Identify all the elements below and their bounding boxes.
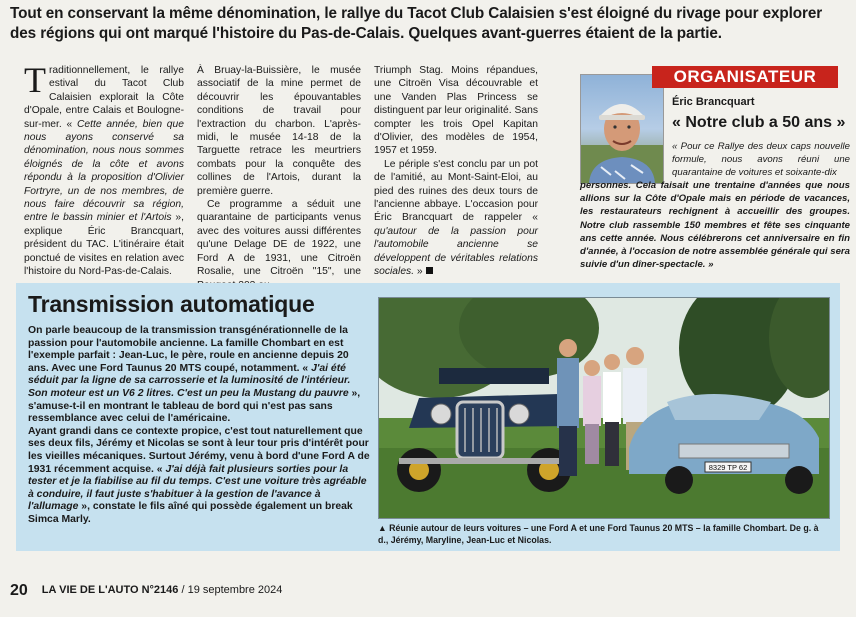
family-cars-photo xyxy=(378,297,830,519)
organiser-name: Éric Brancquart xyxy=(672,96,755,108)
transmission-title: Transmission automatique xyxy=(28,291,315,317)
article-column-2 xyxy=(197,64,361,292)
page-number: 20 xyxy=(10,582,28,599)
magazine-issue: LA VIE DE L'AUTO N°2146 xyxy=(41,584,179,596)
column-2-paragraph-1: À Bruay-la-Buissière, le musée associatif de la mine permet de découvrir les épouvantables conditions de travail pour l'extraction du charbon. L'après-midi, le musée 14-18 de la Targuette retrace les meurtriers combats pour la conquête des collines de l'Artois, durant la première guerre. xyxy=(197,65,361,197)
caption-triangle-icon: ▲ xyxy=(378,523,387,533)
article-column-1 xyxy=(24,60,185,279)
drop-cap: T xyxy=(24,60,46,100)
transmission-paragraph-2: Ayant grandi dans ce contexte propice, c'est tout naturellement que ses deux fils, Jérémy et Nicolas se sont à leur tour pris d'intérêt pour les vieilles mécaniques. Surtout Jérémy, venu à bord d'une Ford A de 1931 récemment acquise. « J'ai déjà fait plusieurs sorties pour la tester et je la fiabilise au fil du temps. C'est une voiture très agréable à conduire, il faut juste s'habituer à la gestion de l'avance à l'allumage », constate le fils aîné qui possède également un break Simca Marly. xyxy=(28,425,370,525)
page-footer xyxy=(10,582,282,600)
transmission-text xyxy=(28,325,372,527)
column-3-paragraph-1: Triumph Stag. Moins répandues, une Citroën Visa découvrable et une Vanden Plas Princess se distinguent par leur originalité. Sans compter les trois Opel Kapitan d'Olivier, des modèles de 1954, 1957 et 1959. xyxy=(374,65,538,157)
quote-text: Cette année, bien que nous ayons conservé sa dénomination, nous nous sommes éloignés de la côte et avons répondu à la proposition d'Olivier Fortryre, un de nos membres, de nous faire découvrir sa région, entre le bassin minier et l'Artois xyxy=(24,118,184,224)
article-lead: Tout en conservant la même dénomination, le rallye du Tacot Club Calaisien s'est éloigné du rivage pour explorer des régions qui ont marqué l'histoire du Pas-de-Calais. Quelques avant-guerres étaient de la partie. xyxy=(10,5,823,42)
organiser-headline: « Notre club a 50 ans » xyxy=(672,114,846,131)
organiser-text: « Pour ce Rallye des deux caps nouvelle formule, nous avons réuni une quarantaine de voitures et soixante-dix personnes. Cela faisait une trentaine d'années que nous allions sur la Côte d'Opale mais en période de vacances, les restaurateurs rechignent à accueillir des groupes. Notre club rassemble 150 membres et fête ses cinquante ans cette année. Nous célébrerons cet anniversaire en fin d'année, à l'occasion de notre assemblée générale qui sera suivie d'un dîner-spectacle. » xyxy=(580,141,850,270)
column-2-paragraph-2: Ce programme a séduit une quarantaine de participants venus avec des voitures aussi différentes qu'une Delage DE de 1922, une Ford A de 1931, une Citroën Rosalie, une Citroën "15", une xyxy=(197,199,361,278)
column-3-paragraph-2: Le périple s'est conclu par un pot de l'amitié, au Mont-Saint-Eloi, au pied des ruines des deux tours de l'ancienne abbaye. L'occasion pour Éric Brancquart de rappeler « qu'autour de la passion pour l'automobile ancienne se développent de véritables relations sociales. » xyxy=(374,158,538,278)
article-column-3 xyxy=(374,64,538,279)
column-1-paragraph: Traditionnellement, le rallye estival du Tacot Club Calaisien explorait la Côte d'Opale, entre Calais et Boulogne-sur-mer. « Cette année, bien que nous ayons conservé sa dénomination, nous nous sommes éloignés de la côte et avons répondu à la proposition d'Olivier Fortryre, un de nos membres, de nous faire découvrir sa région, entre le bassin minier et l'Artois », explique Éric Brancquart, président du TAC. L'itinéraire était ponctué de visites en relation avec l'histoire du Nord-Pas-de-Calais. xyxy=(24,60,185,278)
transmission-panel xyxy=(16,283,840,551)
vintage-cars-illustration xyxy=(379,298,829,518)
organiser-banner: ORGANISATEUR xyxy=(652,66,838,88)
quote-text: qu'autour de la passion pour l'automobile ancienne se développent de véritables relations sociales. xyxy=(374,225,538,278)
issue-date: / 19 septembre 2024 xyxy=(178,584,283,596)
photo-caption: ▲ Réunie autour de leurs voitures – une Ford A et une Ford Taunus 20 MTS – la famille Chombart. De g. à d., Jérémy, Maryline, Jean-Luc et Nicolas. xyxy=(378,523,819,545)
organiser-box xyxy=(580,66,850,296)
end-mark-icon xyxy=(426,267,433,274)
transmission-paragraph-1: On parle beaucoup de la transmission transgénérationnelle de la passion pour l'automobile ancienne. La famille Chombart en est l'exemple parfait : Jean-Luc, le père, roule en ancienne depuis 20 ans. Avec une Ford Taunus 20 MTS coupé, notamment. « J'ai été séduit par la ligne de sa carrosserie et la luminosité de l'intérieur. Son moteur est un V6 2 litres. C'est un peu la Mustang du pauvre », s'amuse-t-il en montrant le tableau de bord qui n'est pas sans ressemblance avec celui de l'américaine. xyxy=(28,325,361,425)
license-plate-text: 8329 TP 62 xyxy=(708,463,748,472)
